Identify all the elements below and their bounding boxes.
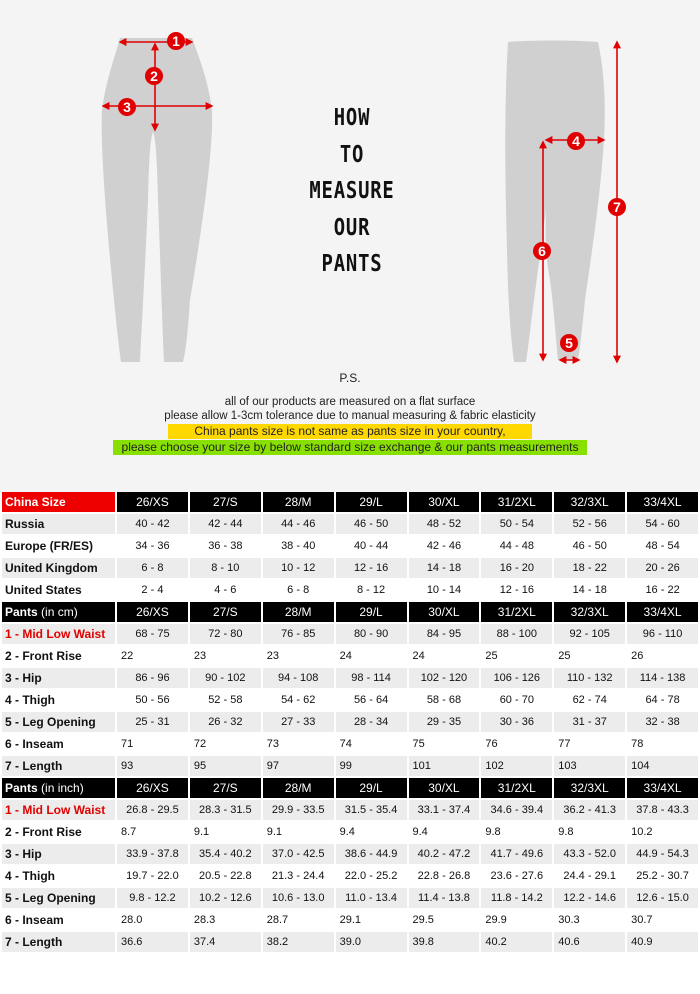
table-cell: 32 - 38 bbox=[627, 712, 698, 732]
table-cell: 12.6 - 15.0 bbox=[627, 888, 698, 908]
table-cell: 58 - 68 bbox=[426, 694, 462, 706]
table-cell: 20.5 - 22.8 bbox=[199, 870, 252, 882]
row-label: 4 - Thigh bbox=[5, 693, 55, 707]
table-cell: 46 - 50 bbox=[336, 514, 407, 534]
size-header-cell: 27/S bbox=[190, 778, 261, 798]
table-cell: 18 - 22 bbox=[554, 558, 625, 578]
table-cell: 103 bbox=[554, 756, 625, 776]
table-cell: 9.1 bbox=[193, 826, 210, 838]
table-cell: 8.7 bbox=[121, 826, 137, 838]
header-label bbox=[2, 778, 115, 798]
table-cell: 90 - 102 bbox=[190, 668, 261, 688]
row-label: 6 - Inseam bbox=[5, 737, 64, 751]
table-cell: 23.6 - 27.6 bbox=[490, 870, 544, 882]
table-cell: 6 - 8 bbox=[287, 584, 310, 596]
table-cell: 11.8 - 14.2 bbox=[481, 888, 552, 908]
table-row bbox=[2, 734, 698, 754]
row-label: 7 - Length bbox=[2, 932, 115, 952]
table-cell: 16 - 20 bbox=[481, 558, 552, 578]
table-cell: 40 - 42 bbox=[117, 514, 188, 534]
table-cell: 94 - 108 bbox=[263, 668, 334, 688]
table-row bbox=[2, 866, 698, 886]
note-highlight-china-size: China pants size is not same as pants size in your country, bbox=[168, 424, 531, 439]
table-cell: 99 bbox=[336, 756, 407, 776]
table-cell: 41.7 - 49.6 bbox=[481, 844, 552, 864]
size-header-cell: 33/4XL bbox=[627, 778, 698, 798]
table-cell: 26 - 32 bbox=[190, 712, 261, 732]
row-label: 2 - Front Rise bbox=[5, 825, 82, 839]
table-cell: 31.5 - 35.4 bbox=[336, 800, 407, 820]
table-cell: 64 - 78 bbox=[645, 694, 680, 706]
size-header-cell: 29/L bbox=[336, 492, 407, 512]
table-cell: 48 - 52 bbox=[409, 514, 480, 534]
table-row bbox=[2, 800, 698, 820]
table-row bbox=[2, 822, 698, 842]
table-cell: 29.9 - 33.5 bbox=[263, 800, 334, 820]
size-header-cell: 31/2XL bbox=[481, 492, 552, 512]
row-label: Europe (FR/ES) bbox=[5, 539, 94, 553]
table-cell: 29.5 bbox=[412, 914, 434, 926]
table-cell: 16 - 22 bbox=[645, 584, 680, 596]
table-cell: 42 - 46 bbox=[426, 540, 462, 552]
svg-text:3: 3 bbox=[123, 99, 131, 115]
table-cell: 42 - 44 bbox=[190, 514, 261, 534]
table-cell: 28.7 bbox=[266, 914, 289, 926]
table-cell: 25 - 31 bbox=[117, 712, 188, 732]
table-cell: 22.0 - 25.2 bbox=[344, 870, 398, 882]
table-cell: 93 bbox=[117, 756, 188, 776]
header-unit: (in inch) bbox=[41, 781, 84, 795]
table-cell: 8 - 10 bbox=[190, 558, 261, 578]
table-cell: 14 - 18 bbox=[572, 584, 607, 596]
table-cell: 73 bbox=[266, 738, 279, 750]
table-cell: 25 bbox=[485, 650, 498, 662]
table-row bbox=[2, 580, 698, 600]
table-cell: 12 - 16 bbox=[336, 558, 407, 578]
table-cell: 12 - 16 bbox=[499, 584, 534, 596]
table-cell: 60 - 70 bbox=[499, 694, 534, 706]
table-cell: 114 - 138 bbox=[627, 668, 698, 688]
table-cell: 77 bbox=[558, 738, 571, 750]
size-header-cell: 26/XS bbox=[117, 602, 188, 622]
size-header-cell: 29/L bbox=[336, 602, 407, 622]
table-cell: 40.2 bbox=[481, 932, 552, 952]
row-label: 6 - Inseam bbox=[5, 913, 64, 927]
table-cell: 98 - 114 bbox=[336, 668, 407, 688]
size-header-cell: 26/XS bbox=[117, 778, 188, 798]
table-cell: 38 - 40 bbox=[281, 540, 316, 552]
table-cell: 96 - 110 bbox=[627, 624, 698, 644]
table-cell: 31 - 37 bbox=[554, 712, 625, 732]
svg-text:4: 4 bbox=[572, 133, 580, 149]
row-label: United States bbox=[5, 583, 82, 597]
table-row bbox=[2, 514, 698, 534]
table-cell: 20 - 26 bbox=[627, 558, 698, 578]
table-cell: 4 - 6 bbox=[214, 584, 237, 596]
table-row bbox=[2, 646, 698, 666]
table-cell: 29.1 bbox=[339, 914, 362, 926]
table-cell: 39.0 bbox=[336, 932, 407, 952]
size-header-cell: 33/4XL bbox=[627, 492, 698, 512]
table-row bbox=[2, 536, 698, 556]
row-label: 7 - Length bbox=[2, 756, 115, 776]
side-pants-shape bbox=[505, 41, 605, 363]
table-cell: 28.0 bbox=[121, 914, 143, 926]
row-label: 5 - Leg Opening bbox=[2, 712, 115, 732]
table-row bbox=[2, 690, 698, 710]
table-cell: 30.3 bbox=[558, 914, 580, 926]
table-cell: 28.3 bbox=[193, 914, 216, 926]
table-cell: 104 bbox=[627, 756, 698, 776]
size-header-cell: 28/M bbox=[263, 778, 334, 798]
table-cell: 56 - 64 bbox=[353, 694, 389, 706]
svg-text:5: 5 bbox=[565, 335, 573, 351]
measurement-guide bbox=[0, 0, 700, 492]
table-cell: 10.2 - 12.6 bbox=[190, 888, 261, 908]
table-cell: 88 - 100 bbox=[481, 624, 552, 644]
row-label: United Kingdom bbox=[2, 558, 115, 578]
table-cell: 9.8 - 12.2 bbox=[117, 888, 188, 908]
table-row bbox=[2, 712, 698, 732]
header-label-text: Pants bbox=[5, 781, 38, 795]
row-label: 1 - Mid Low Waist bbox=[2, 800, 115, 820]
table-cell: 9.4 bbox=[339, 826, 355, 838]
svg-text:2: 2 bbox=[150, 68, 158, 84]
table-row bbox=[2, 756, 698, 776]
table-row bbox=[2, 668, 698, 688]
row-label: Russia bbox=[2, 514, 115, 534]
table-cell: 26 bbox=[631, 650, 644, 662]
table-cell: 30 - 36 bbox=[481, 712, 552, 732]
table-cell: 14 - 18 bbox=[409, 558, 480, 578]
table-row bbox=[2, 888, 698, 908]
table-cell: 10 - 12 bbox=[263, 558, 334, 578]
note-flat-surface: all of our products are measured on a flat surface bbox=[224, 396, 476, 408]
table-cell: 30.7 bbox=[631, 914, 653, 926]
table-cell: 23 bbox=[266, 650, 279, 662]
marker-4-icon bbox=[567, 132, 585, 150]
size-header-cell: 30/XL bbox=[409, 778, 480, 798]
table-cell: 24.4 - 29.1 bbox=[563, 870, 616, 882]
table-cell: 11.4 - 13.8 bbox=[409, 888, 480, 908]
marker-3-icon bbox=[118, 98, 136, 116]
marker-6-icon bbox=[533, 242, 551, 260]
size-header-cell: 31/2XL bbox=[481, 602, 552, 622]
table-cell: 78 bbox=[631, 738, 644, 750]
table-cell: 38.2 bbox=[263, 932, 334, 952]
table-cell: 37.4 bbox=[190, 932, 261, 952]
marker-1-icon bbox=[167, 32, 185, 50]
table-row bbox=[2, 932, 698, 952]
table-cell: 54 - 60 bbox=[627, 514, 698, 534]
note-tolerance: please allow 1-3cm tolerance due to manual measuring & fabric elasticity bbox=[164, 410, 536, 422]
table-cell: 34 - 36 bbox=[135, 540, 170, 552]
heading-line: OUR bbox=[333, 214, 371, 241]
table-row bbox=[2, 624, 698, 644]
row-label: 2 - Front Rise bbox=[5, 649, 82, 663]
table-cell: 52 - 56 bbox=[554, 514, 625, 534]
header-label-text: Pants bbox=[5, 605, 38, 619]
heading-line: MEASURE bbox=[309, 178, 395, 204]
table-cell: 76 bbox=[485, 738, 498, 750]
table-cell: 48 - 54 bbox=[645, 540, 680, 552]
table-cell: 19.7 - 22.0 bbox=[126, 870, 179, 882]
table-cell: 50 - 56 bbox=[135, 694, 170, 706]
table-cell: 8 - 12 bbox=[356, 584, 386, 596]
table-cell: 92 - 105 bbox=[554, 624, 625, 644]
header-label bbox=[2, 602, 115, 622]
table-cell: 37.0 - 42.5 bbox=[263, 844, 334, 864]
size-header-cell: 27/S bbox=[190, 492, 261, 512]
table-cell: 102 bbox=[481, 756, 552, 776]
header-label: China Size bbox=[2, 492, 115, 512]
table-cell: 25 bbox=[558, 650, 571, 662]
table-cell: 22.8 - 26.8 bbox=[417, 870, 471, 882]
ps-label: P.S. bbox=[339, 371, 361, 385]
table-cell: 9.8 bbox=[485, 826, 501, 838]
row-label: 4 - Thigh bbox=[5, 869, 55, 883]
table-cell: 62 - 74 bbox=[572, 694, 607, 706]
how-to-measure-heading bbox=[278, 100, 426, 283]
size-header-cell: 32/3XL bbox=[554, 492, 625, 512]
size-header-cell: 32/3XL bbox=[554, 602, 625, 622]
svg-text:6: 6 bbox=[538, 243, 546, 259]
size-header-cell: 27/S bbox=[190, 602, 261, 622]
table-cell: 40.9 bbox=[627, 932, 698, 952]
table-cell: 37.8 - 43.3 bbox=[627, 800, 698, 820]
heading-line: HOW bbox=[333, 105, 371, 131]
table-cell: 24 bbox=[412, 650, 425, 662]
table-cell: 72 bbox=[193, 738, 207, 750]
table-cell: 74 bbox=[339, 738, 352, 750]
size-header-cell: 30/XL bbox=[409, 602, 480, 622]
table-row bbox=[2, 910, 698, 930]
row-label: 5 - Leg Opening bbox=[2, 888, 115, 908]
size-header-cell: 28/M bbox=[263, 602, 334, 622]
svg-text:1: 1 bbox=[172, 33, 180, 49]
table-cell: 102 - 120 bbox=[409, 668, 480, 688]
table-cell: 80 - 90 bbox=[336, 624, 407, 644]
table-cell: 34.6 - 39.4 bbox=[481, 800, 552, 820]
row-label: 3 - Hip bbox=[2, 668, 115, 688]
table-cell: 36 - 38 bbox=[208, 540, 243, 552]
table-cell: 9.1 bbox=[266, 826, 283, 838]
heading-line: PANTS bbox=[321, 251, 383, 277]
table-cell: 26.8 - 29.5 bbox=[117, 800, 188, 820]
table-cell: 33.9 - 37.8 bbox=[117, 844, 188, 864]
table-cell: 27 - 33 bbox=[263, 712, 334, 732]
table-cell: 50 - 54 bbox=[481, 514, 552, 534]
size-header-cell: 33/4XL bbox=[627, 602, 698, 622]
table-cell: 10 - 14 bbox=[426, 584, 462, 596]
header-unit: (in cm) bbox=[41, 605, 78, 619]
table-cell: 71 bbox=[121, 738, 134, 750]
table-cell: 9.8 bbox=[558, 826, 574, 838]
note-highlight-choose-size: please choose your size by below standard size exchange & our pants measurements bbox=[113, 440, 588, 455]
row-label: 1 - Mid Low Waist bbox=[2, 624, 115, 644]
size-header-cell: 30/XL bbox=[409, 492, 480, 512]
size-header-cell: 29/L bbox=[336, 778, 407, 798]
table-cell: 95 bbox=[190, 756, 261, 776]
table-cell: 12.2 - 14.6 bbox=[554, 888, 625, 908]
table-cell: 2 - 4 bbox=[141, 584, 164, 596]
size-header-cell: 32/3XL bbox=[554, 778, 625, 798]
table-cell: 40.2 - 47.2 bbox=[409, 844, 480, 864]
table-cell: 38.6 - 44.9 bbox=[336, 844, 407, 864]
table-cell: 29.9 bbox=[485, 914, 507, 926]
table-cell: 40 - 44 bbox=[353, 540, 389, 552]
table-cell: 35.4 - 40.2 bbox=[190, 844, 261, 864]
table-header-row bbox=[2, 778, 698, 798]
table-cell: 106 - 126 bbox=[481, 668, 552, 688]
table-cell: 46 - 50 bbox=[572, 540, 607, 552]
table-cell: 39.8 bbox=[409, 932, 480, 952]
size-chart-table bbox=[0, 490, 700, 954]
heading-line: TO bbox=[339, 141, 365, 168]
table-cell: 28.3 - 31.5 bbox=[190, 800, 261, 820]
table-cell: 36.6 bbox=[117, 932, 188, 952]
table-cell: 43.3 - 52.0 bbox=[554, 844, 625, 864]
table-cell: 10.6 - 13.0 bbox=[263, 888, 334, 908]
table-cell: 28 - 34 bbox=[336, 712, 407, 732]
table-cell: 72 - 80 bbox=[190, 624, 261, 644]
table-cell: 33.1 - 37.4 bbox=[409, 800, 480, 820]
table-cell: 52 - 58 bbox=[208, 694, 243, 706]
table-cell: 84 - 95 bbox=[409, 624, 480, 644]
table-cell: 40.6 bbox=[554, 932, 625, 952]
table-cell: 22 bbox=[121, 650, 134, 662]
table-cell: 86 - 96 bbox=[117, 668, 188, 688]
table-cell: 29 - 35 bbox=[409, 712, 480, 732]
marker-5-icon bbox=[560, 334, 578, 352]
svg-text:7: 7 bbox=[613, 199, 621, 215]
table-cell: 21.3 - 24.4 bbox=[271, 870, 325, 882]
table-cell: 44 - 48 bbox=[499, 540, 534, 552]
table-cell: 11.0 - 13.4 bbox=[336, 888, 407, 908]
table-cell: 10.2 bbox=[631, 826, 653, 838]
measurement-notes bbox=[0, 371, 700, 455]
row-label: 3 - Hip bbox=[2, 844, 115, 864]
table-cell: 97 bbox=[263, 756, 334, 776]
table-cell: 44.9 - 54.3 bbox=[627, 844, 698, 864]
table-cell: 75 bbox=[412, 738, 425, 750]
table-cell: 24 bbox=[339, 650, 352, 662]
table-row bbox=[2, 558, 698, 578]
size-header-cell: 26/XS bbox=[117, 492, 188, 512]
table-cell: 36.2 - 41.3 bbox=[554, 800, 625, 820]
table-cell: 9.4 bbox=[412, 826, 428, 838]
table-cell: 23 bbox=[193, 650, 207, 662]
front-pants-shape bbox=[102, 38, 213, 362]
table-cell: 68 - 75 bbox=[117, 624, 188, 644]
size-header-cell: 28/M bbox=[263, 492, 334, 512]
table-cell: 101 bbox=[409, 756, 480, 776]
table-row bbox=[2, 844, 698, 864]
size-header-cell: 31/2XL bbox=[481, 778, 552, 798]
table-cell: 6 - 8 bbox=[117, 558, 188, 578]
table-cell: 76 - 85 bbox=[263, 624, 334, 644]
table-cell: 110 - 132 bbox=[554, 668, 625, 688]
table-cell: 25.2 - 30.7 bbox=[636, 870, 689, 882]
table-header-row bbox=[2, 492, 698, 512]
table-cell: 44 - 46 bbox=[263, 514, 334, 534]
marker-2-icon bbox=[145, 67, 163, 85]
table-cell: 54 - 62 bbox=[281, 694, 316, 706]
table-header-row bbox=[2, 602, 698, 622]
marker-7-icon bbox=[608, 198, 626, 216]
